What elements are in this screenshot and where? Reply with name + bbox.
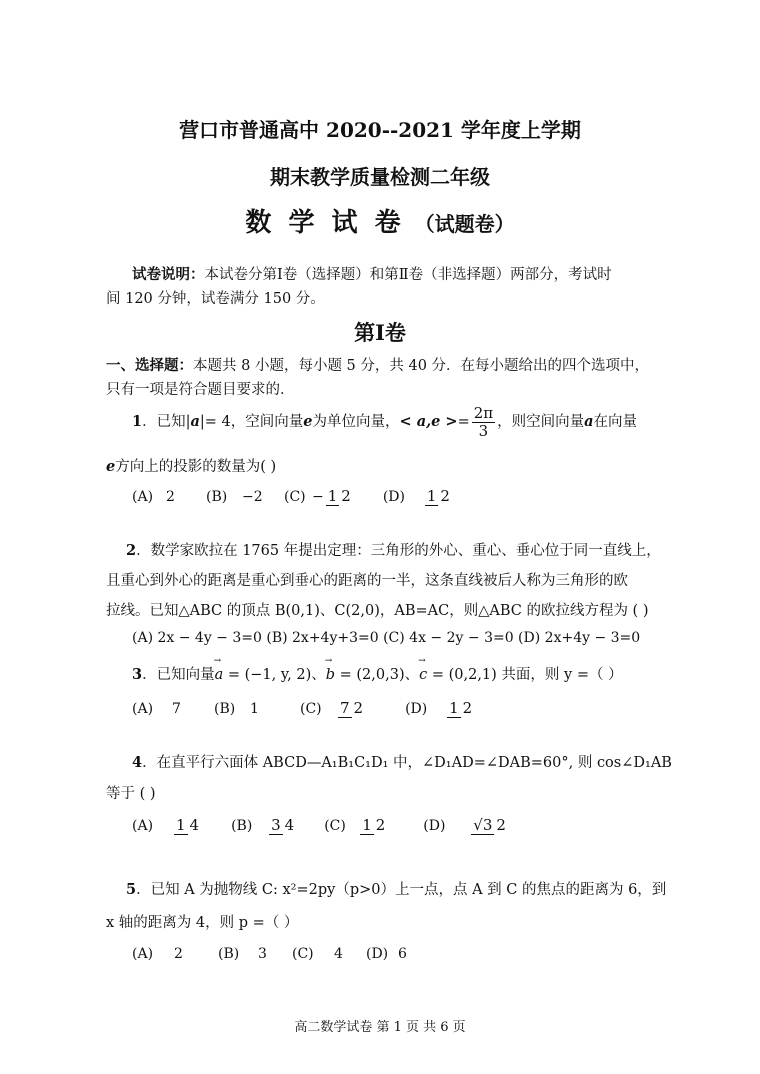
intro-line-2: 间 120 分钟，试卷满分 150 分。: [106, 291, 325, 307]
q4-opt-c-num: 1: [362, 816, 372, 834]
q4-opt-c-label: (C): [324, 818, 346, 834]
q3-text-b: = (−1, y, 2)、: [223, 667, 326, 683]
q1-opt-d-den: 2: [440, 487, 450, 505]
q1-opt-c-den: 2: [341, 487, 351, 505]
q1-vec-a: a: [190, 413, 200, 430]
q1-text-j: 在向量: [593, 414, 638, 430]
q3-vector-b: → b: [326, 667, 335, 683]
intro-text-1: 本试卷分第Ⅰ卷（选择题）和第Ⅱ卷（非选择题）两部分，考试时: [204, 267, 612, 283]
question-3-options: [132, 700, 476, 718]
q5-line1-text: ．已知 A 为抛物线 C: x²=2py（p>0）上一点，点 A 到 C 的焦点的距离为 6，到: [136, 882, 667, 898]
question-5-number: 5: [126, 881, 137, 898]
question-2-options: (A) 2x − 4y − 3=0 (B) 2x+4y+3=0 (C) 4x − 2y − 3=0 (D) 2x+4y − 3=0: [132, 630, 641, 646]
q4-opt-b-num: 3: [271, 816, 281, 834]
part1-text-1: 本题共 8 小题，每小题 5 分，共 40 分．在每小题给出的四个选项中，: [193, 358, 650, 374]
question-1-line-1: [132, 403, 637, 441]
q1-opt-b-label: (B): [206, 489, 228, 505]
question-3-number: 3: [132, 666, 143, 683]
q3-text-c: = (2,0,3)、: [335, 667, 420, 683]
intro-line-1: [132, 263, 612, 287]
part1-label: 一、选择题：: [106, 357, 193, 374]
q3-opt-a-value: 7: [172, 701, 181, 717]
q1-fraction: [472, 405, 495, 440]
q5-opt-a-label: (A): [132, 946, 154, 962]
q3-opt-b-value: 1: [250, 701, 259, 717]
title-main: 数 学 试 卷: [245, 208, 405, 238]
section-title: 第Ⅰ卷: [354, 320, 406, 345]
q3-opt-c-num: 7: [340, 699, 350, 717]
title-sub: （试题卷）: [414, 212, 515, 236]
q1-opt-a-value: 2: [166, 489, 175, 505]
q1-vec-e: e: [303, 413, 313, 430]
q3-text-d: = (0,2,1) 共面，则 y =（ ）: [427, 667, 623, 683]
question-2-number: 2: [126, 542, 137, 559]
q4-opt-a-label: (A): [132, 818, 154, 834]
question-5-line-2: x 轴的距离为 4，则 p =（ ）: [106, 915, 299, 931]
q1-text-a: ．已知|: [142, 414, 191, 430]
intro-label: 试卷说明：: [132, 266, 205, 283]
question-2-line-2: 且重心到外心的距离是重心到垂心的距离的一半，这条直线被后人称为三角形的欧: [106, 573, 628, 589]
q3-text-a: ．已知向量: [142, 667, 215, 683]
q5-opt-d-label: (D): [366, 946, 389, 962]
q4-opt-b-den: 4: [284, 816, 295, 834]
q1-opt-c-sign: −: [312, 489, 324, 505]
q1-frac-num: 2π: [473, 403, 494, 422]
q5-opt-c-label: (C): [292, 946, 314, 962]
q3-opt-d-frac: [447, 700, 474, 718]
q1-opt-d-frac: [425, 488, 452, 506]
q1-opt-c-frac: [326, 488, 353, 506]
q4-opt-c-den: 2: [375, 816, 386, 834]
q3-opt-c-den: 2: [353, 699, 364, 717]
question-1-line-2: [106, 455, 276, 476]
q1-text-e: 为单位向量，: [312, 414, 400, 430]
q4-opt-d-den: 2: [496, 816, 506, 834]
title-line-2: 期末教学质量检测二年级: [270, 165, 490, 189]
part1-line-1: [106, 354, 649, 378]
question-4-number: 4: [132, 754, 143, 771]
q2-line1-text: ．数学家欧拉在 1765 年提出定理：三角形的外心、重心、垂心位于同一直线上，: [136, 543, 661, 559]
q4-opt-d-num: √3: [473, 816, 493, 834]
q3-opt-a-label: (A): [132, 701, 154, 717]
q1-text-c: |= 4，空间向量: [199, 414, 304, 430]
q5-opt-d-value: 6: [398, 946, 407, 962]
q1-opt-c-num: 1: [327, 487, 338, 505]
part1-line-2: 只有一项是符合题目要求的．: [106, 382, 295, 398]
q5-opt-b-value: 3: [258, 946, 267, 962]
question-1-options: [132, 488, 454, 506]
q1-angle: < a,e >: [399, 413, 458, 430]
q1-line2-text: 方向上的投影的数量为( ): [115, 459, 277, 475]
question-4-options: [132, 817, 510, 835]
q1-vec-e2: e: [106, 458, 116, 475]
q4-opt-a-frac: [174, 817, 201, 835]
q1-opt-b-value: −2: [242, 489, 263, 505]
q1-vec-a2: a: [584, 413, 594, 430]
q5-opt-b-label: (B): [218, 946, 240, 962]
question-5-options: [132, 946, 407, 962]
q3-opt-c-frac: [338, 700, 365, 718]
q4-opt-a-den: 4: [189, 816, 200, 834]
title-line-3: [0, 202, 760, 239]
page-footer: 高二数学试卷 第 1 页 共 6 页: [294, 1020, 466, 1035]
q3-opt-c-label: (C): [300, 701, 322, 717]
q3-opt-d-label: (D): [405, 701, 428, 717]
question-2-line-1: [126, 539, 661, 560]
q4-opt-b-label: (B): [231, 818, 253, 834]
title-line-1: 营口市普通高中 2020--2021 学年度上学期: [179, 118, 581, 142]
q1-eq: =: [457, 414, 470, 430]
question-1-number: 1: [132, 413, 143, 430]
q1-opt-d-label: (D): [382, 489, 405, 505]
question-4-line-2: 等于 ( ): [106, 786, 156, 802]
question-5-line-1: [126, 878, 666, 899]
q3-opt-b-label: (B): [214, 701, 236, 717]
q1-opt-a-label: (A): [132, 489, 154, 505]
q3-vector-a: → a: [215, 667, 224, 683]
question-4-line-1: [132, 751, 672, 772]
q1-opt-c-label: (C): [284, 489, 306, 505]
q1-text-h: ，则空间向量: [497, 414, 585, 430]
question-2-line-3: 拉线。已知△ABC 的顶点 B(0,1)、C(2,0)，AB=AC，则△ABC 的欧拉线方程为 ( ): [106, 603, 649, 619]
q3-opt-d-den: 2: [462, 699, 473, 717]
q3-opt-d-num: 1: [449, 699, 459, 717]
q4-opt-b-frac: [269, 817, 296, 835]
q4-opt-a-num: 1: [176, 816, 186, 834]
q1-frac-den: 3: [478, 421, 489, 440]
q4-opt-d-label: (D): [423, 818, 446, 834]
q4-opt-d-frac: [471, 817, 508, 835]
q1-opt-d-num: 1: [426, 487, 437, 505]
q4-opt-c-frac: [360, 817, 387, 835]
question-3-line-1: [132, 663, 623, 684]
q5-opt-a-value: 2: [174, 946, 183, 962]
q5-opt-c-value: 4: [334, 946, 343, 962]
q4-line1-text: ．在直平行六面体 ABCD—A₁B₁C₁D₁ 中，∠D₁AD=∠DAB=60°, 则 cos∠D₁AB: [142, 755, 672, 771]
q3-vector-c: → c: [419, 667, 427, 683]
